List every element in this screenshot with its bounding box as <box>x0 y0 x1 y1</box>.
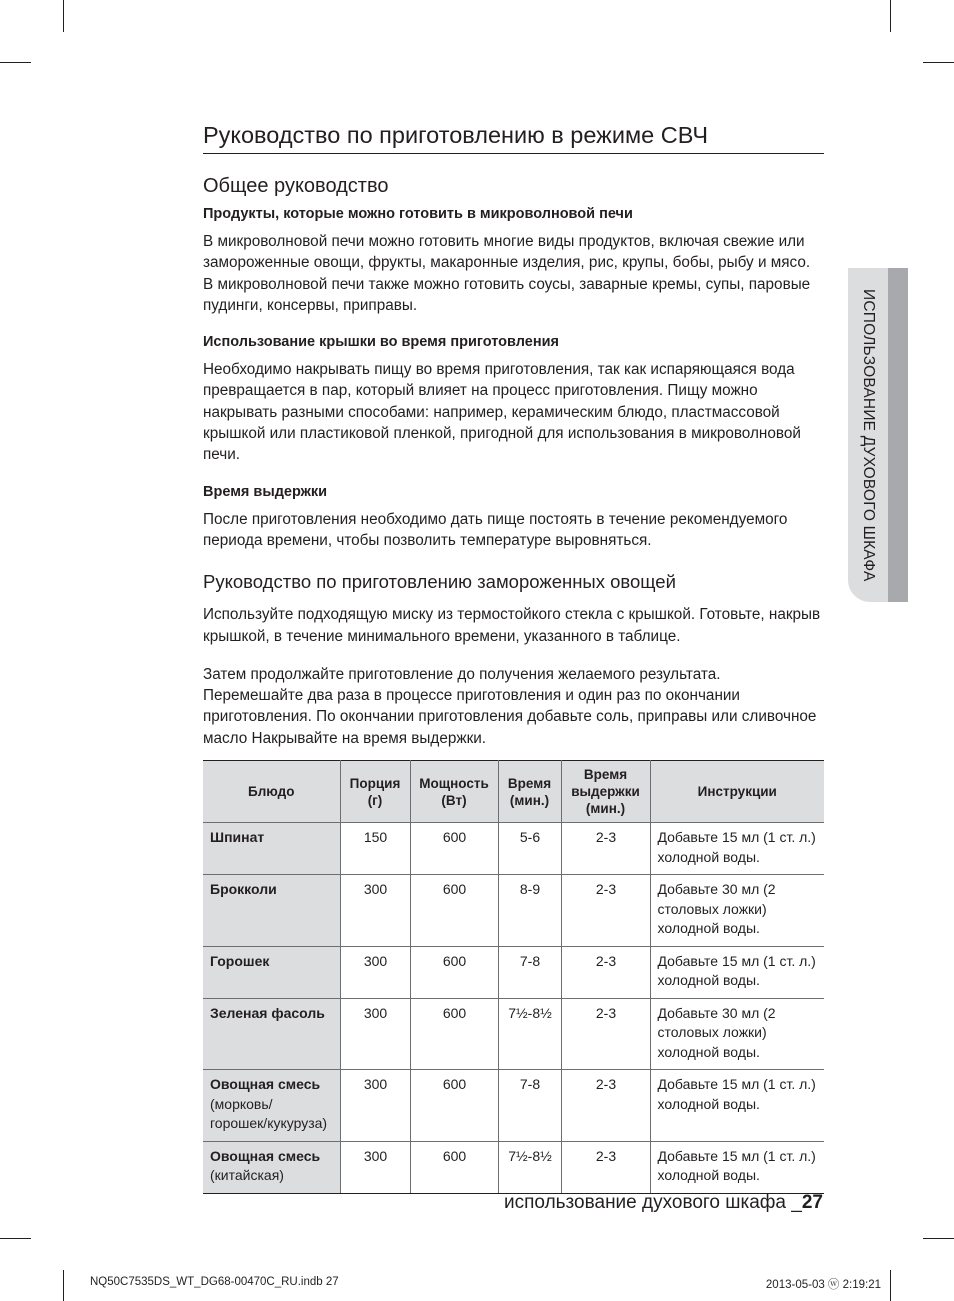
dish-variant: (морковь/ горошек/кукуруза) <box>210 1095 328 1132</box>
portion-cell: 300 <box>340 946 410 998</box>
time-cell: 8-9 <box>498 875 561 947</box>
chapter-side-tab <box>848 268 908 602</box>
crop-mark <box>63 1270 64 1301</box>
subheading-standing-time: Время выдержки <box>203 483 328 500</box>
time-cell: 7½-8½ <box>498 998 561 1070</box>
side-tab-label: ИСПОЛЬЗОВАНИЕ ДУХОВОГО ШКАФА <box>860 288 877 582</box>
column-header: Блюдо <box>203 761 340 823</box>
crop-mark <box>0 1238 31 1239</box>
dish-cell <box>203 1070 340 1142</box>
paragraph-frozen-intro: Используйте подходящую миску из термостойкого стекла с крышкой. Готовьте, накрыв крышкой, в течение минимального времени, указанного в таблице. <box>203 606 821 645</box>
crop-mark <box>0 62 31 63</box>
dish-name: Зеленая фасоль <box>210 1004 325 1021</box>
table-row <box>203 1141 824 1193</box>
dish-cell <box>203 823 340 875</box>
power-cell: 600 <box>410 875 498 947</box>
time-cell: 7½-8½ <box>498 1141 561 1193</box>
instructions-cell: Добавьте 30 мл (2 столовых ложки) холодной воды. <box>650 998 824 1070</box>
column-header: Время выдержки (мин.) <box>561 761 650 823</box>
dish-cell <box>203 875 340 947</box>
power-cell: 600 <box>410 823 498 875</box>
portion-cell: 300 <box>340 998 410 1070</box>
dish-name: Овощная смесь <box>210 1076 321 1093</box>
section-heading-frozen-veg: Руководство по приготовлению замороженных овощей <box>203 571 676 593</box>
section-heading-general: Общее руководство <box>203 175 389 197</box>
time-cell: 7-8 <box>498 1070 561 1142</box>
table-row <box>203 998 824 1070</box>
column-header: Время (мин.) <box>498 761 561 823</box>
footer-section-text: использование духового шкафа _ <box>504 1192 802 1213</box>
table-row <box>203 875 824 947</box>
dish-name: Горошек <box>210 952 270 969</box>
crop-mark <box>890 1270 891 1301</box>
table-row <box>203 823 824 875</box>
frozen-vegetables-table <box>203 760 824 1194</box>
crop-mark <box>890 0 891 32</box>
dish-name: Овощная смесь <box>210 1147 321 1164</box>
page-number: 27 <box>801 1192 823 1213</box>
dish-name: Брокколи <box>210 881 277 898</box>
paragraph-cover: Необходимо накрывать пищу во время приготовления, так как испаряющаяся вода превращается в пар, который влияет на процесс приготовления. Пищу можно накрывать разными способами: например, керамическим блюдо, пластмассовой крышкой или пластиковой пленкой, пригодной для использования в микроволновой печи. <box>203 361 801 464</box>
subheading-cover: Использование крышки во время приготовления <box>203 334 559 351</box>
imprint-date: 2013-05-03 ⓦ 2:19:21 <box>765 1279 881 1291</box>
power-cell: 600 <box>410 1141 498 1193</box>
paragraph-frozen-steps: Затем продолжайте приготовление до получения желаемого результата. Перемешайте два раза в процессе приготовления и один раз по окончании приготовления. По окончании приготовления добавьте соль, приправы или сливочное масло Накрывайте на время выдержки. <box>203 665 817 747</box>
paragraph-products: В микроволновой печи можно готовить многие виды продуктов, включая свежие или замороженные овощи, фрукты, макаронные изделия, рис, крупы, бобы, рыбу и мясо. В микроволновой печи также можно готовить соусы, заварные кремы, супы, паровые пудинги, консервы, приправы. <box>203 233 811 314</box>
crop-mark <box>923 1238 954 1239</box>
instructions-cell: Добавьте 30 мл (2 столовых ложки) холодной воды. <box>650 875 824 947</box>
table-row <box>203 946 824 998</box>
portion-cell: 300 <box>340 1141 410 1193</box>
stand-time-cell: 2-3 <box>561 1070 650 1142</box>
power-cell: 600 <box>410 1070 498 1142</box>
column-header: Порция (г) <box>340 761 410 823</box>
instructions-cell: Добавьте 15 мл (1 ст. л.) холодной воды. <box>650 1141 824 1193</box>
instructions-cell: Добавьте 15 мл (1 ст. л.) холодной воды. <box>650 946 824 998</box>
time-cell: 7-8 <box>498 946 561 998</box>
power-cell: 600 <box>410 946 498 998</box>
time-cell: 5-6 <box>498 823 561 875</box>
imprint-file: NQ50C7535DS_WT_DG68-00470C_RU.indb 27 <box>90 1276 339 1288</box>
column-header: Инструкции <box>650 761 824 823</box>
page-content <box>203 120 824 1194</box>
page-footer <box>504 1192 823 1214</box>
dish-variant: (китайская) <box>210 1167 284 1184</box>
stand-time-cell: 2-3 <box>561 998 650 1070</box>
power-cell: 600 <box>410 998 498 1070</box>
column-header: Мощность (Вт) <box>410 761 498 823</box>
dish-cell <box>203 946 340 998</box>
crop-mark <box>63 0 64 32</box>
stand-time-cell: 2-3 <box>561 946 650 998</box>
portion-cell: 300 <box>340 875 410 947</box>
table-header-row <box>203 761 824 823</box>
stand-time-cell: 2-3 <box>561 823 650 875</box>
stand-time-cell: 2-3 <box>561 1141 650 1193</box>
portion-cell: 150 <box>340 823 410 875</box>
page-title: Руководство по приготовлению в режиме СВЧ <box>203 120 824 154</box>
instructions-cell: Добавьте 15 мл (1 ст. л.) холодной воды. <box>650 823 824 875</box>
dish-cell <box>203 998 340 1070</box>
stand-time-cell: 2-3 <box>561 875 650 947</box>
portion-cell: 300 <box>340 1070 410 1142</box>
paragraph-standing-time: После приготовления необходимо дать пище постоять в течение рекомендуемого периода времени, чтобы позволить температуре выровняться. <box>203 510 788 549</box>
crop-mark <box>923 62 954 63</box>
subheading-products: Продукты, которые можно готовить в микроволновой печи <box>203 206 633 222</box>
dish-name: Шпинат <box>210 829 265 846</box>
table-row <box>203 1070 824 1142</box>
dish-cell <box>203 1141 340 1193</box>
instructions-cell: Добавьте 15 мл (1 ст. л.) холодной воды. <box>650 1070 824 1142</box>
